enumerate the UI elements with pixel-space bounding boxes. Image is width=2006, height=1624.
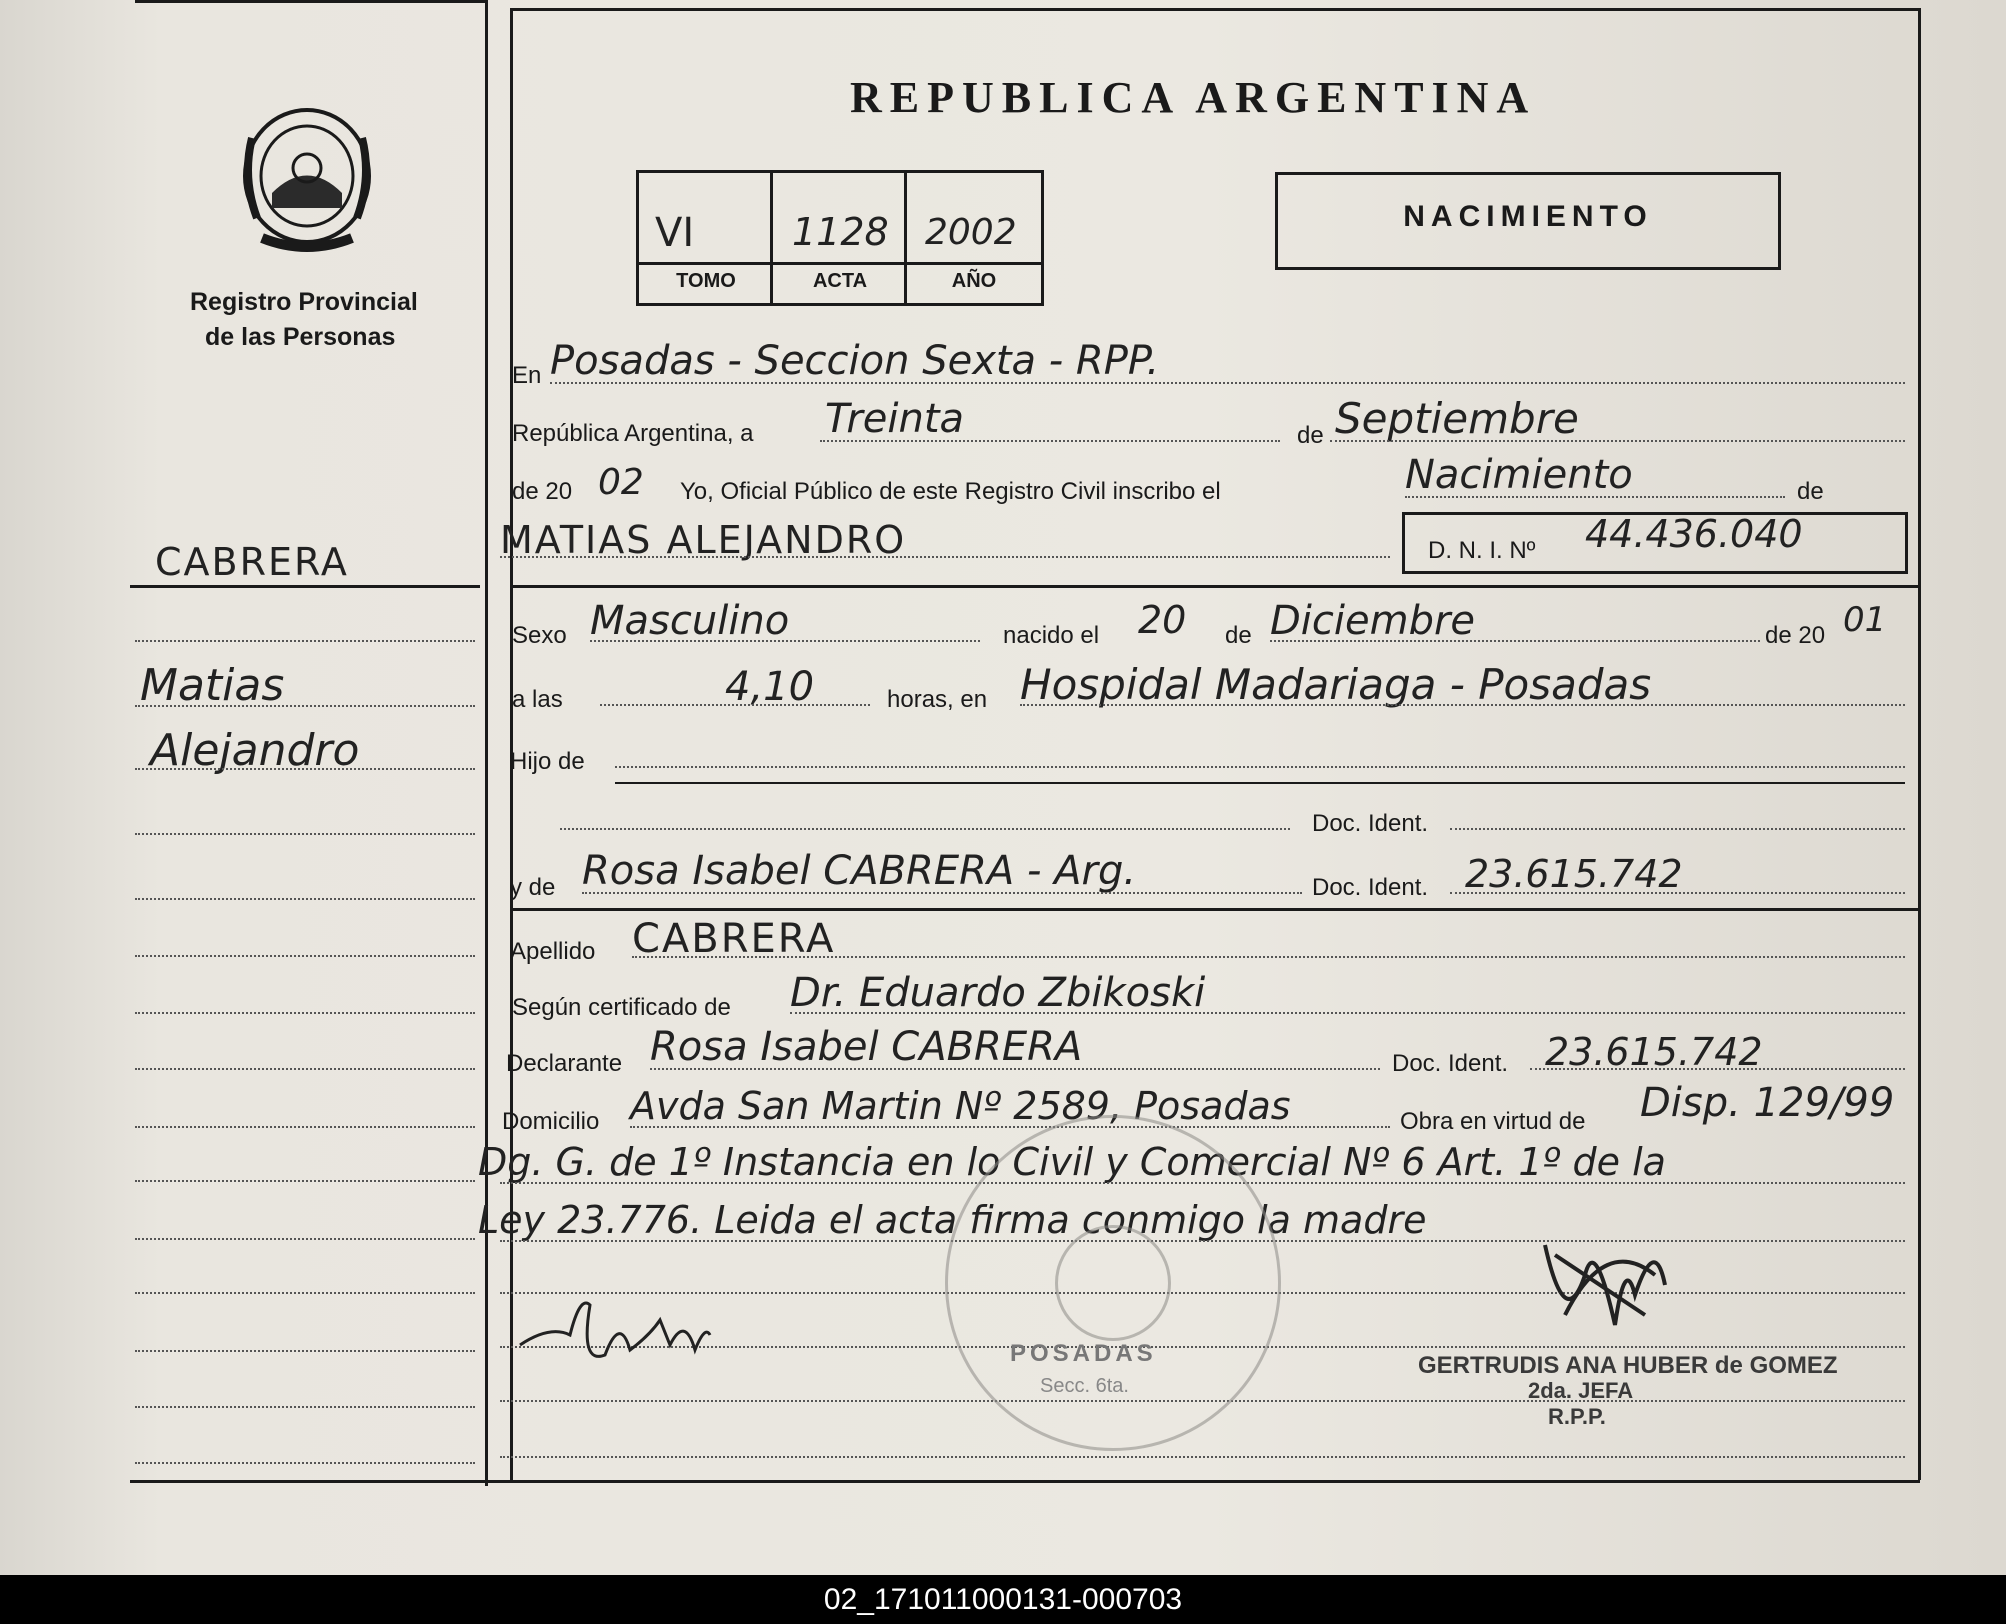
- sidebar-line: [135, 640, 475, 642]
- value-hora: 4,10: [725, 664, 815, 710]
- value-apellido: CABRERA: [632, 916, 836, 962]
- line-padre-doc: [1450, 828, 1905, 830]
- seal-section: Secc. 6ta.: [1040, 1375, 1129, 1397]
- top-rule-left: [135, 0, 485, 3]
- label-yo: Yo, Oficial Público de este Registro Civil inscribo el: [680, 478, 1221, 505]
- line-obs-6: [500, 1456, 1905, 1458]
- sidebar-line: [135, 1012, 475, 1014]
- sidebar-line: [135, 1180, 475, 1182]
- label-en: En: [512, 362, 542, 389]
- footer-code: 02_171011000131-000703: [823, 1583, 1183, 1616]
- line-acto: [1405, 496, 1785, 498]
- official-office: R.P.P.: [1548, 1404, 1606, 1429]
- line-nombre: [500, 556, 1390, 558]
- sidebar-line: [135, 1350, 475, 1352]
- tomo-value: VI: [655, 210, 695, 256]
- line-madre: [582, 892, 1302, 894]
- label-de: de: [1297, 422, 1324, 449]
- value-acto: Nacimiento: [1405, 452, 1633, 498]
- line-madre-doc: [1450, 892, 1905, 894]
- value-madre: Rosa Isabel CABRERA - Arg.: [582, 848, 1137, 894]
- sidebar-surname: CABRERA: [155, 540, 349, 584]
- line-segun: [790, 1012, 1905, 1014]
- label-republica: República Argentina, a: [512, 420, 754, 447]
- value-nombre: MATIAS ALEJANDRO: [500, 518, 907, 562]
- acta-value: 1128: [792, 210, 889, 254]
- sidebar-line: [135, 833, 475, 835]
- label-de-b: de: [1797, 478, 1824, 505]
- left-column-divider: [485, 0, 488, 1486]
- label-declarante: Declarante: [506, 1050, 623, 1077]
- acta-label: ACTA: [812, 270, 868, 292]
- observation-line-1: Dg. G. de 1º Instancia en lo Civil y Comercial Nº 6 Art. 1º de la: [478, 1140, 1666, 1184]
- table-label-rule: [636, 262, 1041, 265]
- label-de20-nac: de 20: [1765, 622, 1826, 649]
- line-lugar-nac: [1020, 704, 1905, 706]
- sidebar-line: [135, 1462, 475, 1464]
- ano-label: AÑO: [951, 270, 997, 292]
- line-apellido: [632, 956, 1905, 958]
- label-apellido: Apellido: [510, 938, 596, 965]
- org-name-line2: de las Personas: [205, 323, 396, 351]
- declarant-signature: [510, 1275, 730, 1385]
- line-declarante: [650, 1068, 1380, 1070]
- sidebar-line: [135, 705, 475, 707]
- value-domicilio: Avda San Martin Nº 2589, Posadas: [630, 1084, 1291, 1128]
- line-domicilio: [630, 1126, 1390, 1128]
- sidebar-surname-rule: [130, 585, 480, 588]
- sidebar-line: [135, 898, 475, 900]
- sidebar-given-1: Matias: [140, 660, 285, 711]
- sidebar-line: [135, 1292, 475, 1294]
- org-name-line1: Registro Provincial: [190, 288, 418, 316]
- label-docident-declarante: Doc. Ident.: [1392, 1050, 1509, 1077]
- line-mes-nac: [1270, 640, 1760, 642]
- line-hijo-rule: [615, 782, 1905, 784]
- document-title: REPUBLICA ARGENTINA: [850, 73, 1537, 122]
- ano-value: 2002: [925, 212, 1017, 253]
- label-segun: Según certificado de: [512, 994, 731, 1021]
- line-mes: [1330, 440, 1905, 442]
- value-mes-nac: Diciembre: [1270, 598, 1476, 644]
- sidebar-line: [135, 1126, 475, 1128]
- value-sexo: Masculino: [590, 598, 790, 644]
- line-en: [550, 382, 1905, 384]
- value-madre-doc: 23.615.742: [1465, 852, 1683, 896]
- section-rule-2: [510, 908, 1920, 911]
- value-lugar: Posadas - Seccion Sexta - RPP.: [550, 338, 1160, 384]
- value-anio: 02: [598, 462, 644, 503]
- label-de20: de 20: [512, 478, 573, 505]
- sidebar-line: [135, 1238, 475, 1240]
- line-sexo: [590, 640, 980, 642]
- official-name: GERTRUDIS ANA HUBER de GOMEZ: [1418, 1352, 1838, 1379]
- value-dia: Treinta: [825, 396, 965, 442]
- label-alas: a las: [512, 686, 563, 713]
- value-dia-nac: 20: [1138, 598, 1187, 642]
- value-lugar-nac: Hospidal Madariaga - Posadas: [1020, 660, 1652, 709]
- label-sexo: Sexo: [512, 622, 567, 649]
- value-dni: 44.436.040: [1585, 512, 1803, 556]
- tomo-label: TOMO: [676, 270, 736, 292]
- line-padre: [560, 828, 1290, 830]
- value-obra: Disp. 129/99: [1640, 1080, 1895, 1126]
- label-nacido: nacido el: [1003, 622, 1100, 649]
- line-hora: [600, 704, 870, 706]
- sidebar-line: [135, 955, 475, 957]
- official-seal-inner: [1055, 1225, 1171, 1341]
- official-signature: [1525, 1215, 1685, 1355]
- label-horas: horas, en: [887, 686, 988, 713]
- observation-line-2: Ley 23.776. Leida el acta firma conmigo la madre: [478, 1198, 1427, 1242]
- label-domicilio: Domicilio: [502, 1108, 600, 1135]
- value-medico: Dr. Eduardo Zbikoski: [790, 970, 1206, 1016]
- value-declarante-doc: 23.615.742: [1545, 1030, 1763, 1074]
- label-obra: Obra en virtud de: [1400, 1108, 1586, 1135]
- main-right-border: [1918, 8, 1921, 1480]
- sidebar-line: [135, 1068, 475, 1070]
- sidebar-line: [135, 1406, 475, 1408]
- label-docident-madre: Doc. Ident.: [1312, 874, 1429, 901]
- main-left-border: [510, 8, 513, 1483]
- province-emblem-icon: [232, 98, 382, 258]
- line-declarante-doc: [1530, 1068, 1905, 1070]
- sidebar-given-2: Alejandro: [150, 725, 360, 776]
- line-dia: [820, 440, 1280, 442]
- label-dni: D. N. I. Nº: [1428, 537, 1536, 564]
- label-yde: y de: [510, 874, 556, 901]
- label-hijo: Hijo de: [510, 748, 585, 775]
- bottom-rule: [130, 1480, 1920, 1483]
- section-rule: [510, 585, 1920, 588]
- sidebar-line: [135, 768, 475, 770]
- value-declarante: Rosa Isabel CABRERA: [650, 1024, 1083, 1070]
- seal-city: POSADAS: [1010, 1340, 1157, 1367]
- value-anio-nac: 01: [1843, 600, 1887, 640]
- record-type-label: NACIMIENTO: [1403, 200, 1653, 233]
- label-de-nac: de: [1225, 622, 1252, 649]
- line-hijo: [615, 766, 1905, 768]
- value-mes: Septiembre: [1335, 394, 1579, 443]
- top-rule-right: [510, 8, 1920, 11]
- official-role: 2da. JEFA: [1528, 1378, 1634, 1403]
- label-docident-padre: Doc. Ident.: [1312, 810, 1429, 837]
